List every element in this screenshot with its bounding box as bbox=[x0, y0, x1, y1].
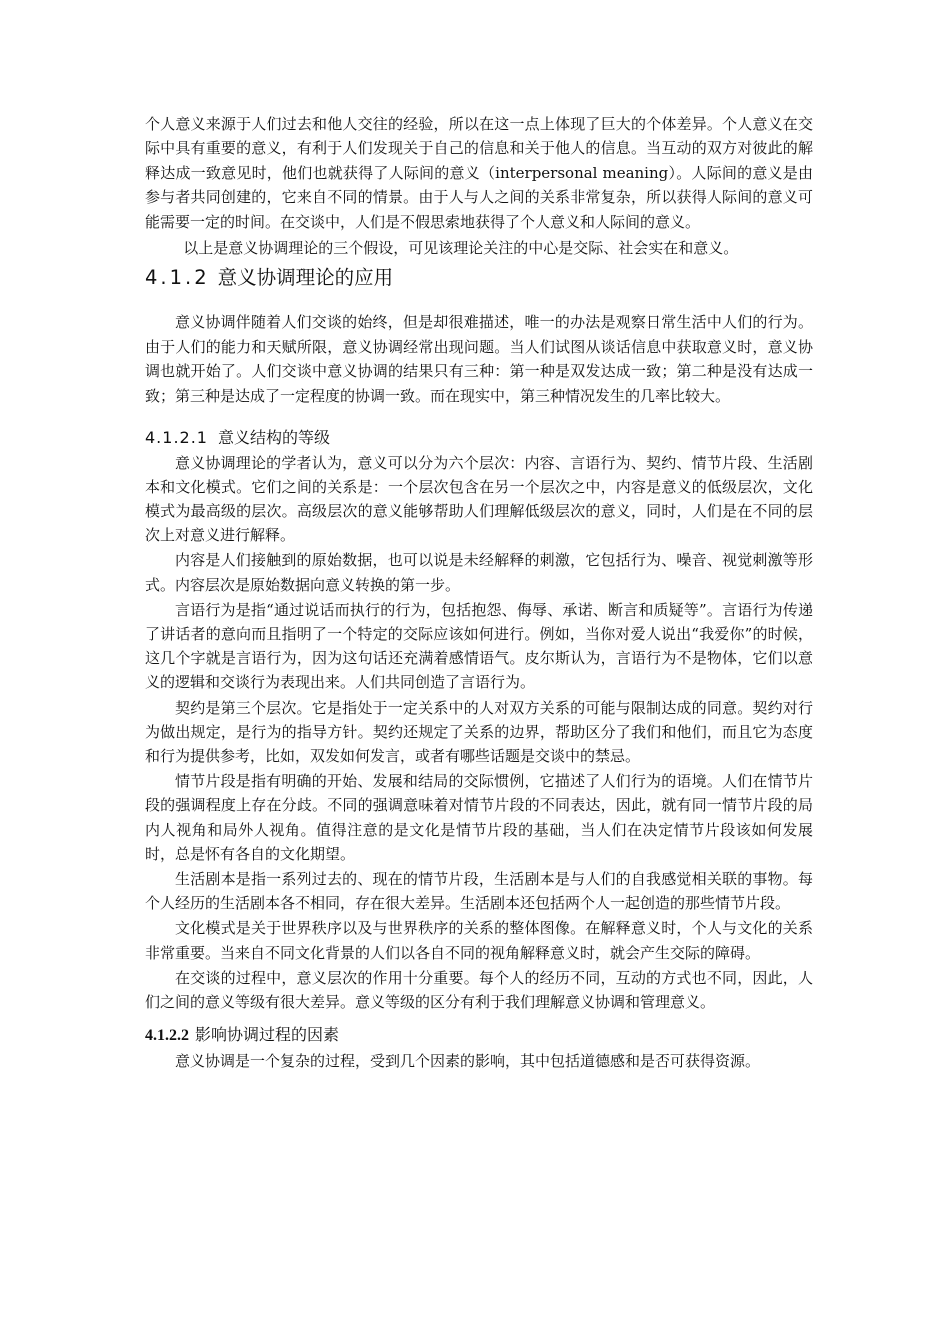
subsection-number: 4.1.2.1 bbox=[145, 427, 208, 447]
paragraph-personal-meaning: 个人意义来源于人们过去和他人交往的经验，所以在这一点上体现了巨大的个体差异。个人意义在交际中具有重要的意义，有利于人们发现关于自己的信息和关于他人的信息。当互动的双方对彼此的解释达成一致意见时，他们也就获得了人际间的意义（interpersonal meaning）。人际间的意义是由参与者共同创建的，它来自不同的情景。由于人与人之间的关系非常复杂，所以获得人际间的意义可能需要一定的时间。在交谈中，人们是不假思索地获得了个人意义和人际间的意义。 bbox=[145, 115, 813, 231]
paragraph-hierarchy-intro: 意义协调理论的学者认为，意义可以分为六个层次：内容、言语行为、契约、情节片段、生活剧本和文化模式。它们之间的关系是：一个层次包含在另一个层次之中，内容是意义的低级层次，文化模式为最高级的层次。高级层次的意义能够帮助人们理解低级层次的意义，同时，人们是在不同的层次上对意义进行解释。 bbox=[145, 453, 813, 545]
section-title: 意义协调理论的应用 bbox=[217, 266, 394, 290]
subsection-title: 影响协调过程的因素 bbox=[195, 1025, 340, 1045]
document-page bbox=[145, 112, 813, 1073]
paragraph-assumptions-summary: 以上是意义协调理论的三个假设，可见该理论关注的中心是交际、社会实在和意义。 bbox=[183, 239, 739, 258]
paragraph-content-level: 内容是人们接触到的原始数据，也可以说是未经解释的刺激，它包括行为、噪音、视觉刺激等形式。内容层次是原始数据向意义转换的第一步。 bbox=[145, 551, 813, 594]
paragraph-episodes: 情节片段是指有明确的开始、发展和结局的交际惯例，它描述了人们行为的语境。人们在情节片段的强调程度上存在分歧。不同的强调意味着对情节片段的不同表达，因此，就有同一情节片段的局内人视角和局外人视角。值得注意的是文化是情节片段的基础，当人们在决定情节片段该如何发展时，总是怀有各自的文化期望。 bbox=[145, 772, 813, 863]
paragraph-life-scripts: 生活剧本是指一系列过去的、现在的情节片段，生活剧本是与人们的自我感觉相关联的事物。每个人经历的生活剧本各不相同，存在很大差异。生活剧本还包括两个人一起创造的那些情节片段。 bbox=[145, 870, 813, 913]
paragraph-cultural-patterns: 文化模式是关于世界秩序以及与世界秩序的关系的整体图像。在解释意义时，个人与文化的关系非常重要。当来自不同文化背景的人们以各自不同的视角解释意义时，就会产生交际的障碍。 bbox=[145, 919, 813, 962]
paragraph-hierarchy-importance: 在交谈的过程中，意义层次的作用十分重要。每个人的经历不同，互动的方式也不同，因此，人们之间的意义等级有很大差异。意义等级的区分有利于我们理解意义协调和管理意义。 bbox=[145, 968, 813, 1012]
subsection-title: 意义结构的等级 bbox=[217, 427, 330, 447]
section-number: 4.1.2 bbox=[145, 266, 210, 290]
section-heading-4-1-2 bbox=[145, 264, 813, 292]
paragraph-contracts: 契约是第三个层次。它是指处于一定关系中的人对双方关系的可能与限制达成的同意。契约对行为做出规定，是行为的指导方针。契约还规定了关系的边界，帮助区分了我们和他们，而且它为态度和行为提供参考，比如，双发如何发言，或者有哪些话题是交谈中的禁忌。 bbox=[145, 698, 813, 766]
subsection-heading-4-1-2-2 bbox=[145, 1023, 813, 1048]
paragraph-coordination-application: 意义协调伴随着人们交谈的始终，但是却很难描述，唯一的办法是观察日常生活中人们的行为。由于人们的能力和天赋所限，意义协调经常出现问题。当人们试图从谈话信息中获取意义时，意义协调也就开始了。人们交谈中意义协调的结果只有三种：第一种是双发达成一致；第二种是没有达成一致；第三种是达成了一定程度的协调一致。而在现实中，第三种情况发生的几率比较大。 bbox=[145, 313, 813, 406]
subsection-heading-4-1-2-1 bbox=[145, 426, 813, 450]
subsection-number: 4.1.2.2 bbox=[145, 1027, 189, 1045]
paragraph-speech-acts: 言语行为是指“通过说话而执行的行为，包括抱怨、侮辱、承诺、断言和质疑等”。言语行为传递了讲话者的意向而且指明了一个特定的交际应该如何进行。例如，当你对爱人说出“我爱你”的时候，这几个字就是言语行为，因为这句话还充满着感情语气。皮尔斯认为，言语行为不是物体，它们以意义的逻辑和交谈行为表现出来。人们共同创造了言语行为。 bbox=[145, 600, 813, 692]
paragraph-coordination-factors: 意义协调是一个复杂的过程，受到几个因素的影响，其中包括道德感和是否可获得资源。 bbox=[175, 1052, 761, 1071]
